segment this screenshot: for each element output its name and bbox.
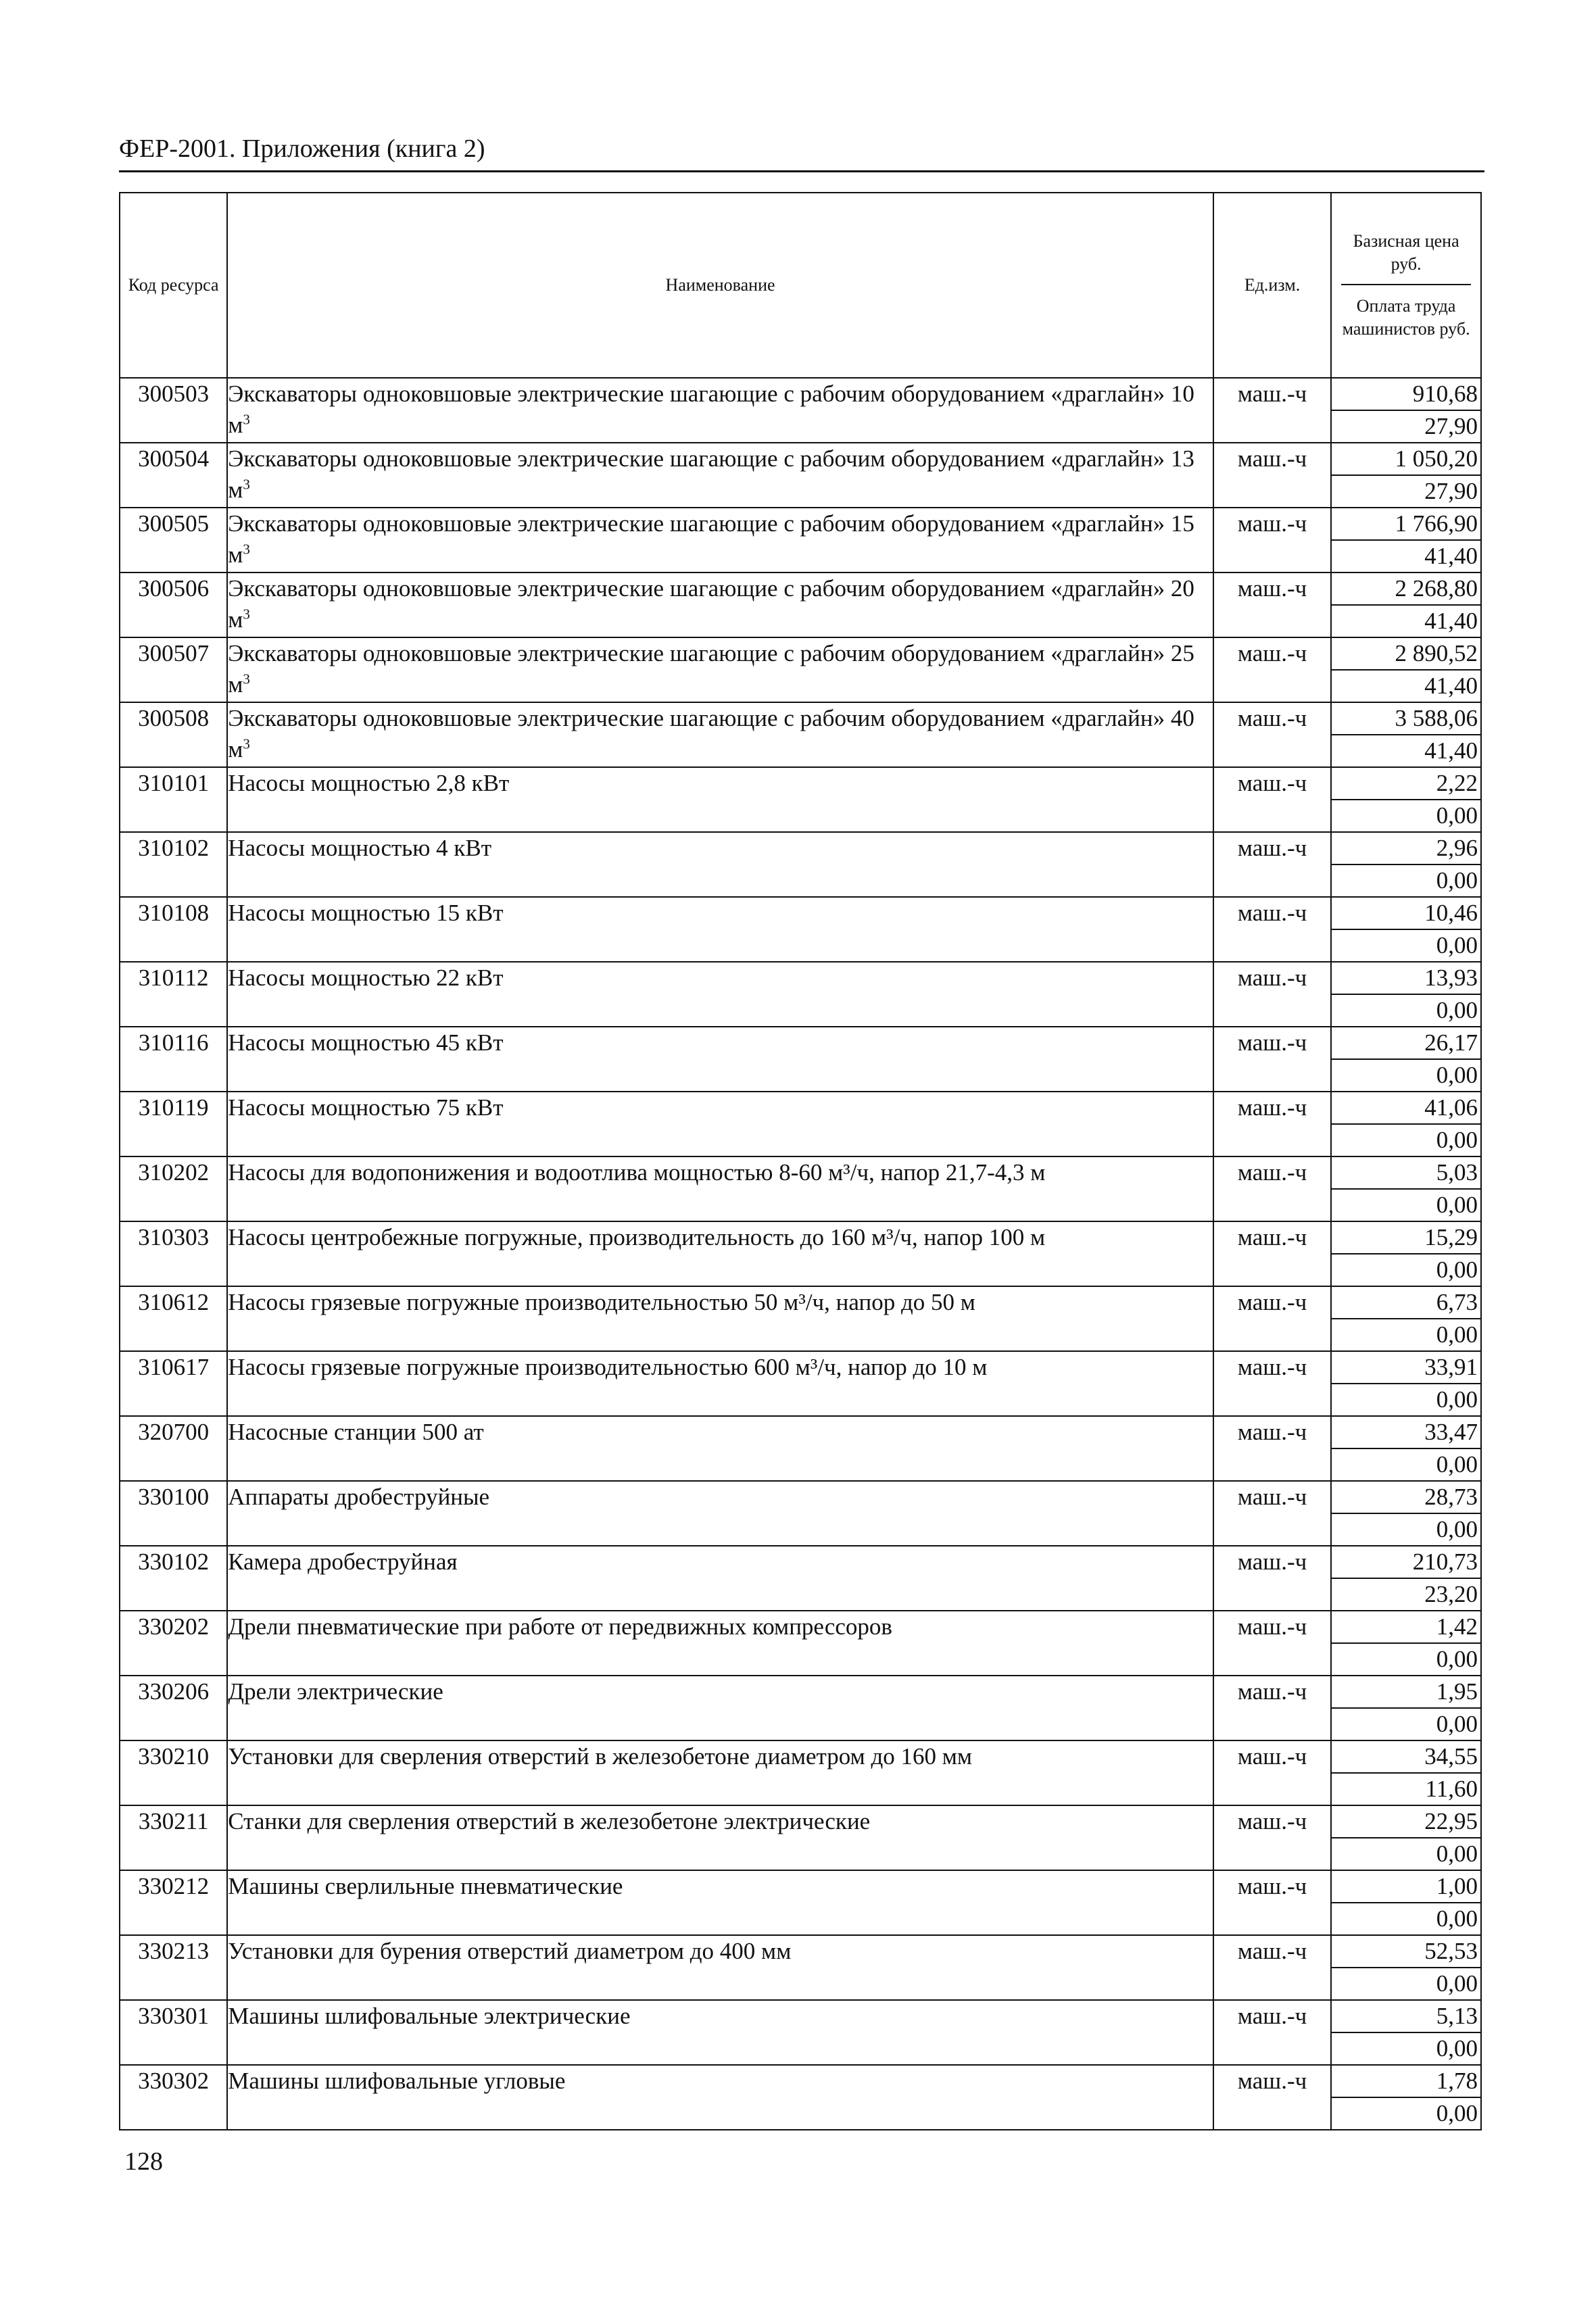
unit-of-measure: маш.-ч xyxy=(1213,1416,1331,1481)
resource-code: 310202 xyxy=(120,1156,227,1221)
labor-pay: 41,40 xyxy=(1424,673,1478,699)
resource-code: 300507 xyxy=(120,637,227,702)
labor-pay: 0,00 xyxy=(1436,2035,1478,2062)
resource-name xyxy=(227,832,1213,897)
base-price: 15,29 xyxy=(1332,1222,1480,1254)
base-price: 2,22 xyxy=(1332,768,1480,800)
price-cell xyxy=(1331,962,1481,1027)
resource-name xyxy=(227,637,1213,702)
resource-code: 330102 xyxy=(120,1546,227,1611)
table-row xyxy=(120,832,1481,897)
resource-name-text: Экскаваторы одноковшовые электрические шагающие с рабочим оборудованием «драглайн» 20 м xyxy=(228,575,1194,633)
price-cell xyxy=(1331,2065,1481,2130)
resource-code: 300508 xyxy=(120,702,227,767)
resource-name-text: Экскаваторы одноковшовые электрические шагающие с рабочим оборудованием «драглайн» 13 м xyxy=(228,445,1194,503)
column-header-unit: Ед.изм. xyxy=(1213,193,1331,378)
unit-of-measure: маш.-ч xyxy=(1213,572,1331,637)
price-cell xyxy=(1331,1805,1481,1870)
resource-name-text: Насосы мощностью 2,8 кВт xyxy=(228,770,510,796)
table-row xyxy=(120,572,1481,637)
resource-name-text: Дрели электрические xyxy=(228,1678,443,1705)
resource-name-text: Экскаваторы одноковшовые электрические шагающие с рабочим оборудованием «драглайн» 15 м xyxy=(228,510,1194,568)
document-title: ФЕР-2001. Приложения (книга 2) xyxy=(119,135,485,163)
unit-of-measure: маш.-ч xyxy=(1213,378,1331,443)
labor-pay: 0,00 xyxy=(1436,1127,1478,1153)
table-row xyxy=(120,1027,1481,1092)
base-price: 34,55 xyxy=(1332,1741,1480,1774)
base-price: 5,03 xyxy=(1332,1157,1480,1190)
resource-name-text: Станки для сверления отверстий в железобетоне электрические xyxy=(228,1808,871,1834)
resource-name-text: Насосы мощностью 4 кВт xyxy=(228,835,492,861)
unit-of-measure: маш.-ч xyxy=(1213,1870,1331,1935)
price-cell xyxy=(1331,1286,1481,1351)
price-cell xyxy=(1331,2000,1481,2065)
price-cell xyxy=(1331,1676,1481,1740)
unit-superscript: 3 xyxy=(243,411,250,428)
resource-name-text: Экскаваторы одноковшовые электрические шагающие с рабочим оборудованием «драглайн» 40 м xyxy=(228,705,1194,762)
price-cell xyxy=(1331,1870,1481,1935)
price-cell xyxy=(1331,443,1481,508)
resource-price-table xyxy=(119,192,1482,2130)
price-cell xyxy=(1331,378,1481,443)
labor-pay: 27,90 xyxy=(1424,478,1478,504)
price-cell xyxy=(1331,637,1481,702)
unit-of-measure: маш.-ч xyxy=(1213,1676,1331,1740)
unit-of-measure: маш.-ч xyxy=(1213,1740,1331,1805)
unit-of-measure: маш.-ч xyxy=(1213,1805,1331,1870)
labor-pay: 0,00 xyxy=(1436,1062,1478,1088)
unit-of-measure: маш.-ч xyxy=(1213,1481,1331,1546)
base-price: 6,73 xyxy=(1332,1287,1480,1319)
price-cell xyxy=(1331,1351,1481,1416)
resource-name-text: Насосы для водопонижения и водоотлива мощностью 8-60 м³/ч, напор 21,7-4,3 м xyxy=(228,1159,1046,1186)
price-cell xyxy=(1331,767,1481,832)
labor-pay: 41,40 xyxy=(1424,608,1478,634)
table-row xyxy=(120,1676,1481,1740)
resource-name xyxy=(227,1286,1213,1351)
price-cell xyxy=(1331,1740,1481,1805)
table-row xyxy=(120,2065,1481,2130)
resource-code: 310102 xyxy=(120,832,227,897)
column-header-base-price: Базисная цена руб. xyxy=(1341,230,1471,285)
resource-name-text: Машины шлифовальные угловые xyxy=(228,2068,566,2094)
unit-of-measure: маш.-ч xyxy=(1213,1286,1331,1351)
labor-pay: 0,00 xyxy=(1436,1841,1478,1867)
resource-code: 330302 xyxy=(120,2065,227,2130)
unit-superscript: 3 xyxy=(243,476,250,493)
resource-code: 300506 xyxy=(120,572,227,637)
price-cell xyxy=(1331,1156,1481,1221)
table-row xyxy=(120,1935,1481,2000)
page-header xyxy=(119,132,1484,172)
labor-pay: 41,40 xyxy=(1424,543,1478,569)
price-cell xyxy=(1331,572,1481,637)
resource-name-text: Установки для сверления отверстий в железобетоне диаметром до 160 мм xyxy=(228,1743,973,1770)
table-row xyxy=(120,1740,1481,1805)
unit-of-measure: маш.-ч xyxy=(1213,637,1331,702)
base-price: 1 050,20 xyxy=(1332,443,1480,476)
base-price: 210,73 xyxy=(1332,1546,1480,1579)
resource-code: 310101 xyxy=(120,767,227,832)
resource-code: 300505 xyxy=(120,508,227,572)
column-header-name: Наименование xyxy=(227,193,1213,378)
resource-name-text: Насосы мощностью 75 кВт xyxy=(228,1094,504,1121)
unit-of-measure: маш.-ч xyxy=(1213,1092,1331,1156)
resource-code: 330210 xyxy=(120,1740,227,1805)
column-header-code: Код ресурса xyxy=(120,193,227,378)
table-row xyxy=(120,1870,1481,1935)
resource-name-text: Насосные станции 500 ат xyxy=(228,1419,484,1445)
resource-name xyxy=(227,767,1213,832)
labor-pay: 0,00 xyxy=(1436,1451,1478,1478)
column-header-labor-pay: Оплата труда машинистов руб. xyxy=(1342,296,1470,339)
resource-name xyxy=(227,1351,1213,1416)
table-row xyxy=(120,637,1481,702)
table-row xyxy=(120,2000,1481,2065)
price-cell xyxy=(1331,897,1481,962)
base-price: 33,47 xyxy=(1332,1417,1480,1449)
table-row xyxy=(120,1805,1481,1870)
base-price: 41,06 xyxy=(1332,1092,1480,1125)
base-price: 1 766,90 xyxy=(1332,508,1480,541)
resource-code: 310112 xyxy=(120,962,227,1027)
resource-name-text: Насосы грязевые погружные производительностью 50 м³/ч, напор до 50 м xyxy=(228,1289,975,1315)
resource-name xyxy=(227,2065,1213,2130)
table-row xyxy=(120,1156,1481,1221)
resource-name xyxy=(227,1092,1213,1156)
resource-name-text: Насосы центробежные погружные, производительность до 160 м³/ч, напор 100 м xyxy=(228,1224,1046,1250)
resource-code: 330100 xyxy=(120,1481,227,1546)
resource-name xyxy=(227,508,1213,572)
labor-pay: 0,00 xyxy=(1436,2100,1478,2126)
resource-code: 330202 xyxy=(120,1611,227,1676)
table-row xyxy=(120,378,1481,443)
table-row xyxy=(120,702,1481,767)
base-price: 52,53 xyxy=(1332,1936,1480,1968)
resource-name xyxy=(227,702,1213,767)
resource-name xyxy=(227,1870,1213,1935)
resource-name xyxy=(227,1611,1213,1676)
unit-of-measure: маш.-ч xyxy=(1213,443,1331,508)
resource-name xyxy=(227,1221,1213,1286)
labor-pay: 0,00 xyxy=(1436,1516,1478,1542)
resource-code: 300504 xyxy=(120,443,227,508)
unit-superscript: 3 xyxy=(243,671,250,687)
base-price: 3 588,06 xyxy=(1332,703,1480,735)
resource-name xyxy=(227,1546,1213,1611)
resource-code: 310108 xyxy=(120,897,227,962)
page-number: 128 xyxy=(124,2147,163,2176)
labor-pay: 27,90 xyxy=(1424,413,1478,439)
price-cell xyxy=(1331,1935,1481,2000)
unit-superscript: 3 xyxy=(243,735,250,752)
resource-name-text: Насосы мощностью 22 кВт xyxy=(228,965,504,991)
resource-name xyxy=(227,1416,1213,1481)
base-price: 1,00 xyxy=(1332,1871,1480,1903)
resource-name xyxy=(227,1740,1213,1805)
base-price: 1,78 xyxy=(1332,2066,1480,2098)
resource-name-text: Аппараты дробеструйные xyxy=(228,1484,490,1510)
price-cell xyxy=(1331,1027,1481,1092)
base-price: 10,46 xyxy=(1332,898,1480,930)
base-price: 13,93 xyxy=(1332,962,1480,995)
price-cell xyxy=(1331,702,1481,767)
resource-name-text: Камера дробеструйная xyxy=(228,1549,458,1575)
unit-of-measure: маш.-ч xyxy=(1213,1027,1331,1092)
resource-code: 310116 xyxy=(120,1027,227,1092)
table-row xyxy=(120,443,1481,508)
table-row xyxy=(120,767,1481,832)
price-cell xyxy=(1331,1546,1481,1611)
base-price: 22,95 xyxy=(1332,1806,1480,1838)
resource-name-text: Насосы грязевые погружные производительностью 600 м³/ч, напор до 10 м xyxy=(228,1354,988,1380)
base-price: 2 890,52 xyxy=(1332,638,1480,671)
resource-code: 310119 xyxy=(120,1092,227,1156)
base-price: 910,68 xyxy=(1332,379,1480,411)
unit-of-measure: маш.-ч xyxy=(1213,1156,1331,1221)
unit-of-measure: маш.-ч xyxy=(1213,897,1331,962)
resource-name xyxy=(227,1805,1213,1870)
table-row xyxy=(120,962,1481,1027)
price-cell xyxy=(1331,1221,1481,1286)
resource-name-text: Экскаваторы одноковшовые электрические шагающие с рабочим оборудованием «драглайн» 25 м xyxy=(228,640,1194,698)
resource-name-text: Установки для бурения отверстий диаметром до 400 мм xyxy=(228,1938,792,1964)
base-price: 28,73 xyxy=(1332,1482,1480,1514)
header-rule xyxy=(119,170,1484,172)
resource-code: 330206 xyxy=(120,1676,227,1740)
table-row xyxy=(120,1092,1481,1156)
unit-superscript: 3 xyxy=(243,541,250,558)
resource-name xyxy=(227,443,1213,508)
labor-pay: 11,60 xyxy=(1425,1776,1478,1802)
unit-of-measure: маш.-ч xyxy=(1213,1935,1331,2000)
resource-name-text: Насосы мощностью 45 кВт xyxy=(228,1029,504,1056)
labor-pay: 0,00 xyxy=(1436,932,1478,958)
resource-name xyxy=(227,572,1213,637)
unit-of-measure: маш.-ч xyxy=(1213,962,1331,1027)
unit-of-measure: маш.-ч xyxy=(1213,767,1331,832)
table-row xyxy=(120,1416,1481,1481)
base-price: 5,13 xyxy=(1332,2001,1480,2033)
resource-code: 330301 xyxy=(120,2000,227,2065)
resource-name-text: Машины сверлильные пневматические xyxy=(228,1873,623,1899)
resource-name xyxy=(227,1156,1213,1221)
labor-pay: 0,00 xyxy=(1436,1970,1478,1997)
price-cell xyxy=(1331,1092,1481,1156)
labor-pay: 23,20 xyxy=(1424,1581,1478,1607)
table-row xyxy=(120,1611,1481,1676)
resource-code: 310617 xyxy=(120,1351,227,1416)
labor-pay: 0,00 xyxy=(1436,1711,1478,1737)
table-row xyxy=(120,1546,1481,1611)
table-row xyxy=(120,897,1481,962)
resource-name xyxy=(227,378,1213,443)
price-cell xyxy=(1331,1481,1481,1546)
table-row xyxy=(120,1286,1481,1351)
unit-of-measure: маш.-ч xyxy=(1213,1611,1331,1676)
column-header-price xyxy=(1331,193,1481,378)
table-row xyxy=(120,1481,1481,1546)
labor-pay: 0,00 xyxy=(1436,997,1478,1023)
resource-name xyxy=(227,1027,1213,1092)
resource-name-text: Насосы мощностью 15 кВт xyxy=(228,900,504,926)
unit-of-measure: маш.-ч xyxy=(1213,508,1331,572)
price-cell xyxy=(1331,1416,1481,1481)
table-row xyxy=(120,508,1481,572)
unit-of-measure: маш.-ч xyxy=(1213,832,1331,897)
resource-name-text: Дрели пневматические при работе от передвижных компрессоров xyxy=(228,1613,892,1640)
base-price: 26,17 xyxy=(1332,1027,1480,1060)
price-cell xyxy=(1331,1611,1481,1676)
base-price: 2,96 xyxy=(1332,833,1480,865)
price-cell xyxy=(1331,508,1481,572)
labor-pay: 41,40 xyxy=(1424,737,1478,764)
labor-pay: 0,00 xyxy=(1436,802,1478,829)
resource-name xyxy=(227,1935,1213,2000)
price-cell xyxy=(1331,832,1481,897)
labor-pay: 0,00 xyxy=(1436,1646,1478,1672)
resource-code: 330212 xyxy=(120,1870,227,1935)
labor-pay: 0,00 xyxy=(1436,1192,1478,1218)
table-body xyxy=(120,378,1481,2130)
resource-name-text: Экскаваторы одноковшовые электрические шагающие с рабочим оборудованием «драглайн» 10 м xyxy=(228,381,1194,438)
table-row xyxy=(120,1351,1481,1416)
table-header-row xyxy=(120,193,1481,378)
unit-of-measure: маш.-ч xyxy=(1213,2065,1331,2130)
resource-name xyxy=(227,1481,1213,1546)
base-price: 2 268,80 xyxy=(1332,573,1480,606)
unit-of-measure: маш.-ч xyxy=(1213,2000,1331,2065)
base-price: 1,42 xyxy=(1332,1611,1480,1644)
resource-name xyxy=(227,1676,1213,1740)
resource-name xyxy=(227,897,1213,962)
base-price: 1,95 xyxy=(1332,1676,1480,1709)
resource-code: 330211 xyxy=(120,1805,227,1870)
resource-name-text: Машины шлифовальные электрические xyxy=(228,2003,631,2029)
unit-of-measure: маш.-ч xyxy=(1213,702,1331,767)
resource-code: 310303 xyxy=(120,1221,227,1286)
labor-pay: 0,00 xyxy=(1436,1321,1478,1348)
resource-name xyxy=(227,962,1213,1027)
base-price: 33,91 xyxy=(1332,1352,1480,1384)
unit-of-measure: маш.-ч xyxy=(1213,1351,1331,1416)
labor-pay: 0,00 xyxy=(1436,1386,1478,1413)
table-row xyxy=(120,1221,1481,1286)
labor-pay: 0,00 xyxy=(1436,1905,1478,1932)
unit-of-measure: маш.-ч xyxy=(1213,1546,1331,1611)
resource-code: 300503 xyxy=(120,378,227,443)
resource-name xyxy=(227,2000,1213,2065)
unit-superscript: 3 xyxy=(243,606,250,623)
resource-code: 310612 xyxy=(120,1286,227,1351)
labor-pay: 0,00 xyxy=(1436,1257,1478,1283)
resource-code: 320700 xyxy=(120,1416,227,1481)
unit-of-measure: маш.-ч xyxy=(1213,1221,1331,1286)
resource-code: 330213 xyxy=(120,1935,227,2000)
labor-pay: 0,00 xyxy=(1436,867,1478,894)
